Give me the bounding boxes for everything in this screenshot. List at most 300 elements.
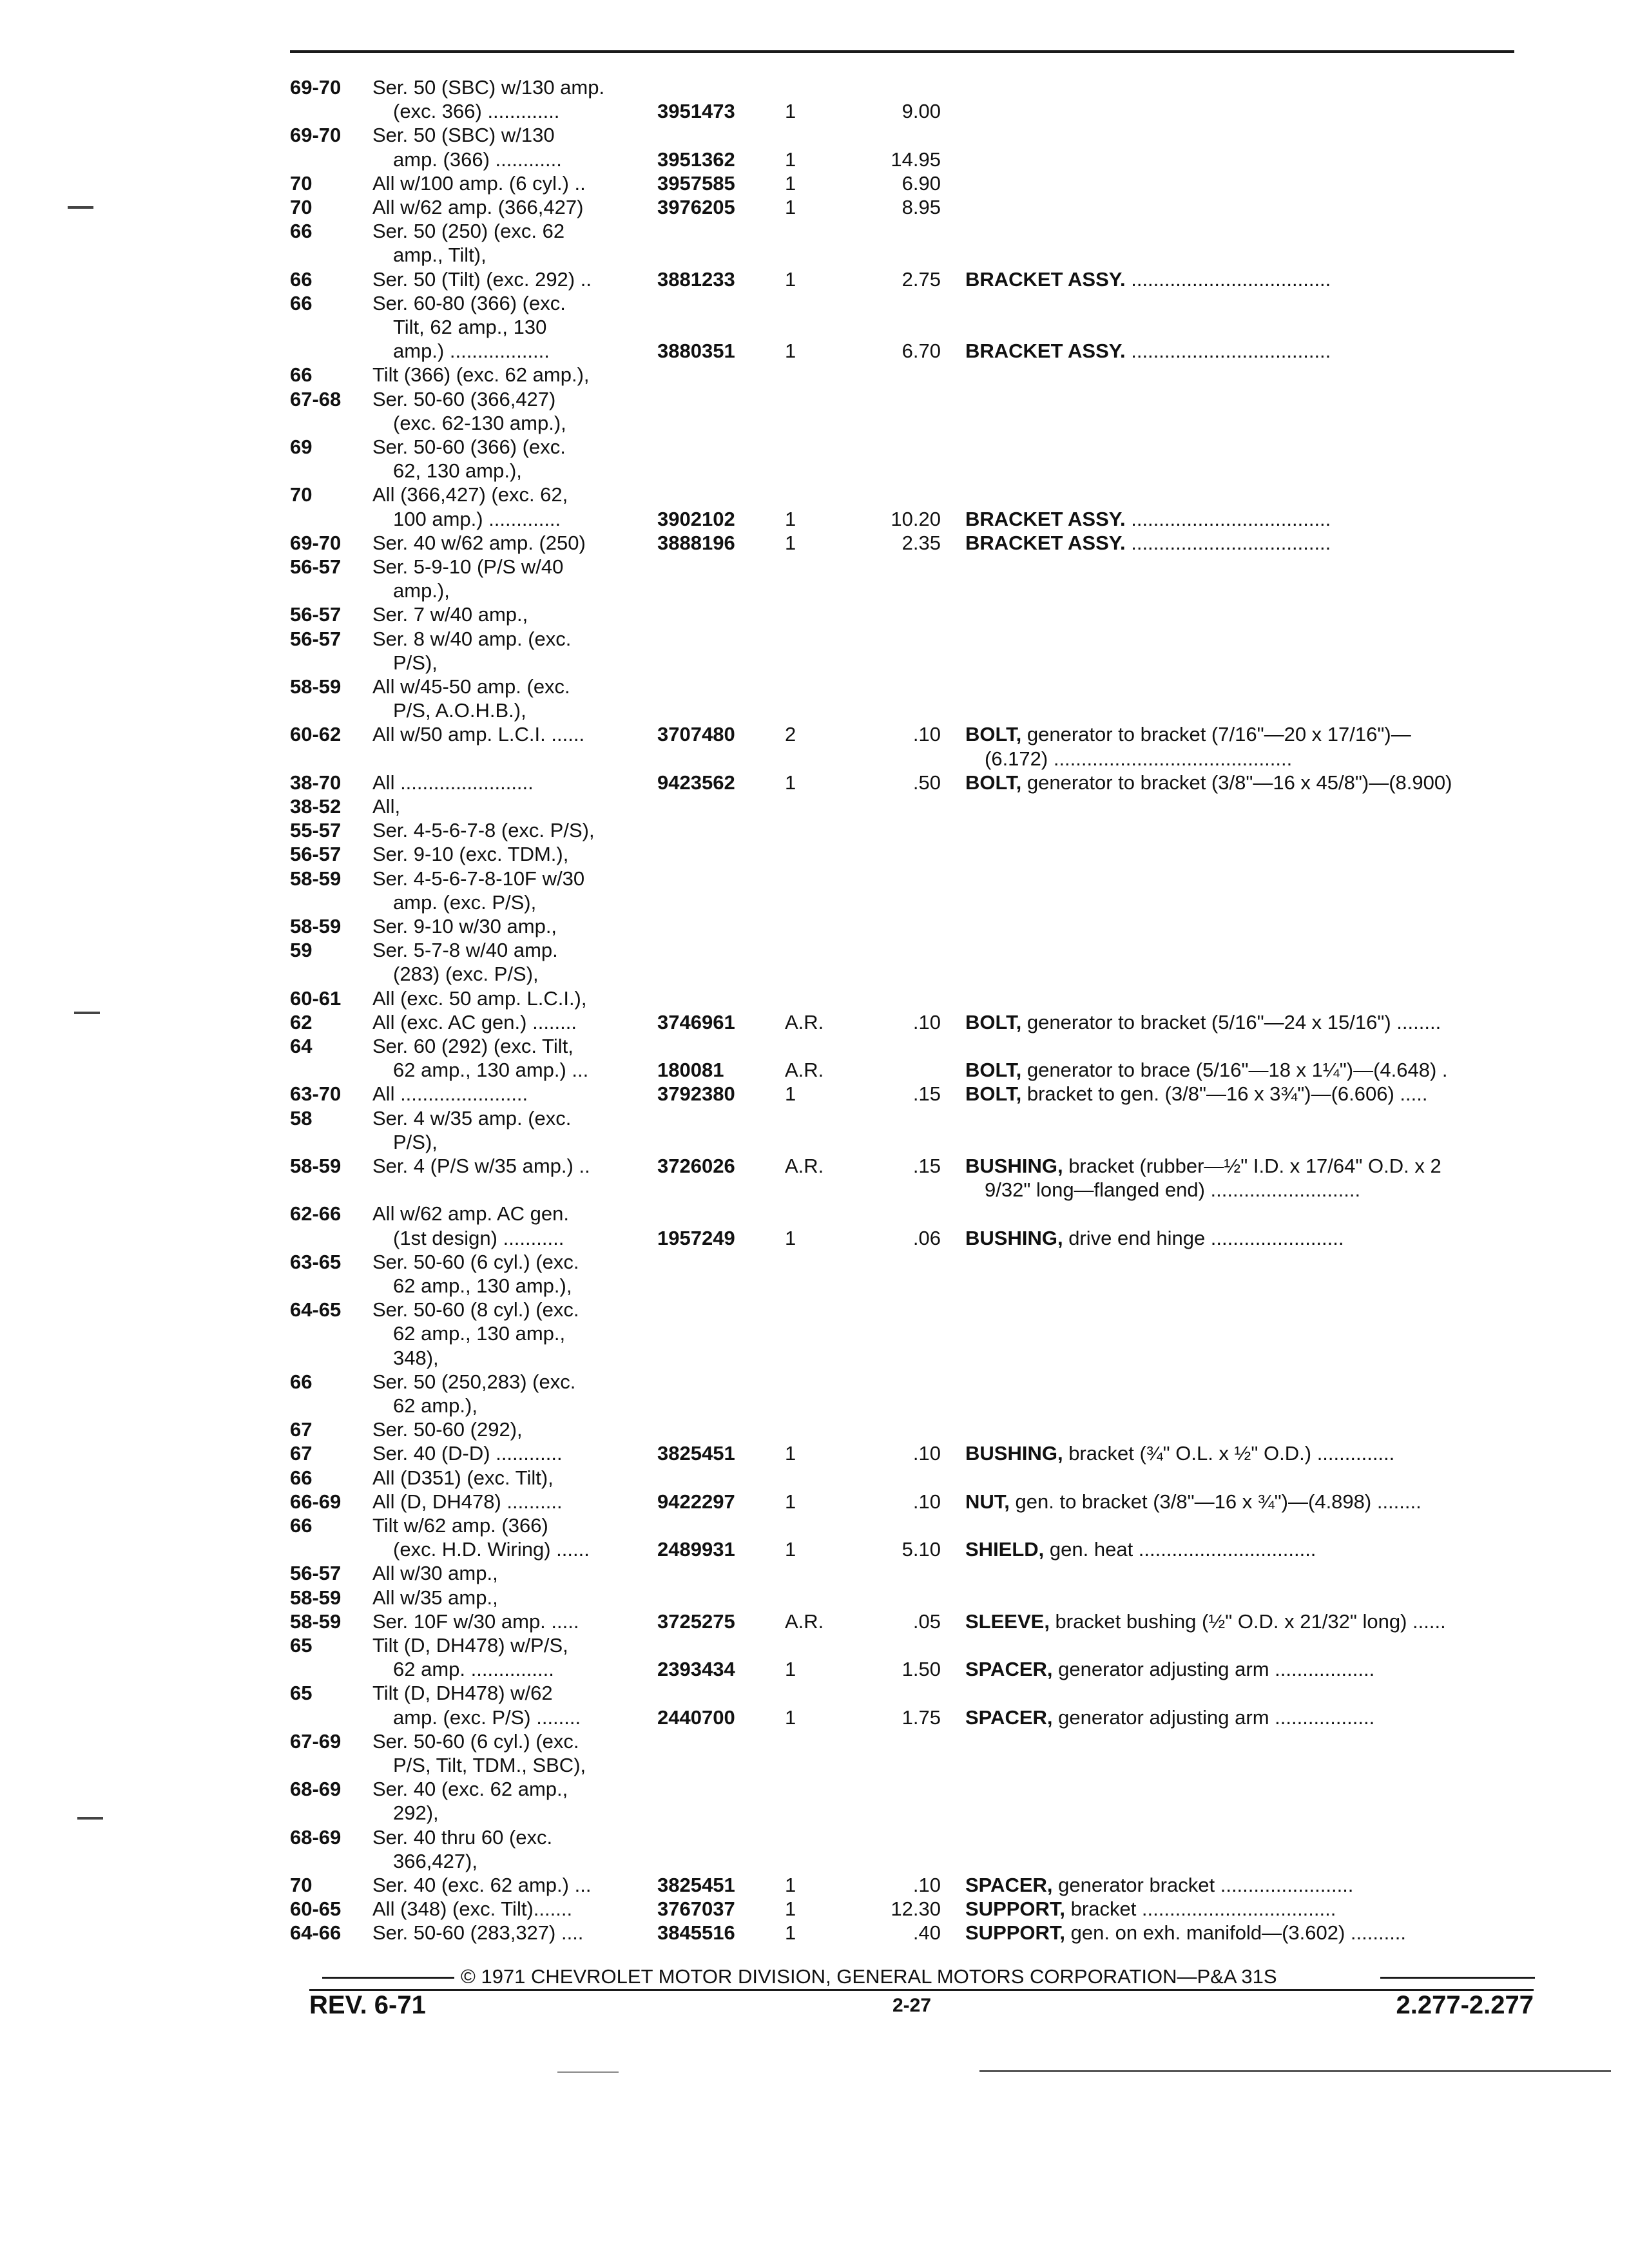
description-noun: SPACER, — [965, 1658, 1053, 1681]
table-row — [0, 1106, 1629, 1130]
description-noun: BRACKET ASSY. — [965, 267, 1126, 291]
year-cell: 65 — [290, 1682, 313, 1705]
year-cell: 70 — [290, 171, 313, 195]
price-cell: .10 — [912, 1490, 941, 1513]
table-row — [0, 1681, 1629, 1705]
table-row — [0, 1586, 1629, 1610]
application-cell: Ser. 50 (250) (exc. 62 — [372, 220, 565, 243]
quantity-cell: 1 — [785, 1442, 796, 1465]
application-cell: All (348) (exc. Tilt)....... — [372, 1898, 573, 1921]
part-number-cell: 3825451 — [657, 1874, 735, 1896]
page-number: 2-27 — [892, 1995, 932, 2016]
application-cell: Ser. 4-5-6-7-8 (exc. P/S), — [372, 819, 595, 842]
application-cell: Ser. 60-80 (366) (exc. — [372, 291, 566, 314]
application-cell: Ser. 7 w/40 amp., — [372, 603, 528, 626]
application-cell: Ser. 40 thru 60 (exc. — [372, 1825, 553, 1849]
table-row — [0, 555, 1629, 579]
year-cell: 66 — [290, 1370, 313, 1393]
year-cell: 66 — [290, 220, 313, 243]
description-cell — [965, 1490, 1519, 1514]
description-noun: BUSHING, — [965, 1442, 1063, 1465]
quantity-cell: 1 — [785, 267, 796, 291]
description-noun: SUPPORT, — [965, 1898, 1066, 1921]
description-cell — [985, 1178, 1539, 1202]
application-cell: P/S, Tilt, TDM., SBC), — [393, 1754, 586, 1776]
year-cell: 62 — [290, 1010, 313, 1033]
year-cell: 66 — [290, 1514, 313, 1537]
application-cell: Ser. 4 w/35 amp. (exc. — [372, 1106, 572, 1129]
application-cell: Ser. 5-7-8 w/40 amp. — [372, 939, 558, 962]
application-cell: Ser. 50-60 (292), — [372, 1418, 523, 1441]
description-cell — [985, 747, 1539, 771]
table-row — [0, 722, 1629, 746]
part-number-cell: 2440700 — [657, 1706, 735, 1729]
quantity-cell: 1 — [785, 1898, 796, 1921]
application-cell: Tilt (366) (exc. 62 amp.), — [372, 363, 590, 387]
table-row — [0, 363, 1629, 387]
description-noun: NUT, — [965, 1490, 1010, 1513]
application-cell: P/S), — [393, 651, 438, 674]
table-row — [0, 1441, 1629, 1465]
quantity-cell: 1 — [785, 1706, 796, 1729]
year-cell: 58-59 — [290, 915, 342, 937]
table-row — [0, 1490, 1629, 1514]
part-number-cell: 3881233 — [657, 267, 735, 291]
description-noun: BRACKET ASSY. — [965, 340, 1126, 363]
description-noun: SPACER, — [965, 1874, 1053, 1896]
description-text: generator bracket ........................ — [1052, 1874, 1354, 1896]
quantity-cell: 1 — [785, 771, 796, 794]
application-cell: Ser. 50-60 (6 cyl.) (exc. — [372, 1250, 579, 1273]
application-cell: 100 amp.) ............. — [393, 507, 561, 530]
description-text: bracket to gen. (3/8"—16 x 3¾")—(6.606) ..... — [1021, 1082, 1428, 1106]
year-cell: 64 — [290, 1035, 313, 1057]
table-row — [0, 1082, 1629, 1106]
year-cell: 66 — [290, 291, 313, 314]
table-row — [0, 1753, 1629, 1777]
application-cell: 292), — [393, 1802, 439, 1825]
table-row — [0, 842, 1629, 866]
year-cell: 60-61 — [290, 986, 342, 1010]
part-number-cell: 3725275 — [657, 1610, 735, 1633]
quantity-cell: 1 — [785, 1921, 796, 1945]
table-row — [0, 938, 1629, 962]
year-cell: 63-70 — [290, 1082, 342, 1106]
application-cell: All, — [372, 795, 401, 818]
part-number-cell: 3746961 — [657, 1010, 735, 1033]
table-row — [0, 1466, 1629, 1490]
description-text: .................................... — [1125, 340, 1331, 363]
year-cell: 70 — [290, 1874, 313, 1896]
table-row — [0, 339, 1629, 363]
application-cell: All (D, DH478) .......... — [372, 1490, 563, 1513]
application-cell: All ....................... — [372, 1082, 528, 1106]
table-row — [0, 1394, 1629, 1418]
description-noun: BOLT, — [965, 1059, 1022, 1082]
description-text: gen. heat ................................ — [1044, 1538, 1316, 1561]
description-cell — [965, 507, 1519, 531]
table-row — [0, 771, 1629, 794]
year-cell: 59 — [290, 939, 313, 962]
table-row — [0, 531, 1629, 555]
year-cell: 64-66 — [290, 1921, 342, 1945]
quantity-cell: 2 — [785, 723, 796, 746]
description-text: 9/32" long—flanged end) ........................... — [985, 1178, 1361, 1202]
application-cell: Tilt (D, DH478) w/62 — [372, 1682, 553, 1705]
description-cell — [965, 1706, 1519, 1729]
year-cell: 63-65 — [290, 1250, 342, 1273]
quantity-cell: 1 — [785, 1658, 796, 1681]
description-text: generator to bracket (5/16"—24 x 15/16") ........ — [1021, 1010, 1441, 1033]
quantity-cell: 1 — [785, 148, 796, 171]
year-cell: 67-69 — [290, 1729, 342, 1753]
application-cell: 62, 130 amp.), — [393, 459, 522, 483]
description-noun: BUSHING, — [965, 1226, 1063, 1249]
description-text: gen. on exh. manifold—(3.602) .......... — [1065, 1921, 1407, 1945]
table-row — [0, 1849, 1629, 1873]
application-cell: Ser. 40 (D-D) ............ — [372, 1442, 563, 1465]
application-cell: Ser. 9-10 w/30 amp., — [372, 915, 557, 937]
application-cell: 62 amp., 130 amp.), — [393, 1274, 572, 1297]
quantity-cell: A.R. — [785, 1059, 824, 1082]
application-cell: 62 amp.), — [393, 1394, 477, 1417]
description-cell — [965, 531, 1519, 555]
table-row — [0, 1034, 1629, 1058]
application-cell: amp.) .................. — [393, 340, 550, 363]
description-noun: SLEEVE, — [965, 1610, 1050, 1633]
quantity-cell: A.R. — [785, 1610, 824, 1633]
application-cell: Ser. 50 (Tilt) (exc. 292) .. — [372, 267, 592, 291]
table-row — [0, 1370, 1629, 1394]
table-row — [0, 1610, 1629, 1633]
part-number-cell: 9423562 — [657, 771, 735, 794]
description-text: bracket bushing (½" O.D. x 21/32" long) ...... — [1049, 1610, 1446, 1633]
application-cell: Ser. 50 (250,283) (exc. — [372, 1370, 576, 1393]
application-cell: Tilt (D, DH478) w/P/S, — [372, 1634, 568, 1657]
application-cell: 62 amp., 130 amp.) ... — [393, 1059, 589, 1082]
price-cell: 2.35 — [901, 531, 941, 554]
application-cell: (1st design) ........... — [393, 1226, 564, 1249]
application-cell: amp. (exc. P/S) ........ — [393, 1706, 581, 1729]
description-noun: BOLT, — [965, 723, 1022, 746]
description-cell — [965, 1154, 1519, 1178]
footer-rule-lower — [309, 1989, 1534, 1991]
table-row — [0, 291, 1629, 315]
description-noun: BRACKET ASSY. — [965, 531, 1126, 554]
description-cell — [965, 339, 1519, 363]
application-cell: All w/62 amp. (366,427) — [372, 196, 584, 218]
table-row — [0, 1058, 1629, 1082]
year-cell: 58-59 — [290, 1610, 342, 1633]
price-cell: 2.75 — [901, 267, 941, 291]
description-cell — [965, 1058, 1519, 1082]
table-row — [0, 747, 1629, 771]
description-cell — [965, 1921, 1519, 1945]
part-number-cell: 3726026 — [657, 1155, 735, 1177]
description-text: generator to brace (5/16"—18 x 1¼")—(4.648) . — [1021, 1059, 1448, 1082]
description-noun: BOLT, — [965, 1082, 1022, 1106]
year-cell: 62-66 — [290, 1202, 342, 1225]
year-cell: 66 — [290, 267, 313, 291]
table-row — [0, 794, 1629, 818]
description-cell — [965, 1537, 1519, 1561]
part-number-cell: 2393434 — [657, 1658, 735, 1681]
price-cell: .10 — [912, 723, 941, 746]
table-row — [0, 579, 1629, 602]
description-cell — [965, 1657, 1519, 1681]
table-row — [0, 1418, 1629, 1441]
table-row — [0, 602, 1629, 626]
table-row — [0, 1633, 1629, 1657]
table-row — [0, 267, 1629, 291]
price-cell: 5.10 — [901, 1538, 941, 1561]
revision-label: REV. 6-71 — [309, 1991, 426, 2019]
part-number-cell: 3951362 — [657, 148, 735, 171]
year-cell: 66-69 — [290, 1490, 342, 1513]
quantity-cell: 1 — [785, 1226, 796, 1249]
year-cell: 69-70 — [290, 531, 342, 554]
application-cell: All w/62 amp. AC gen. — [372, 1202, 569, 1225]
price-cell: 6.70 — [901, 340, 941, 363]
table-row — [0, 1777, 1629, 1801]
application-cell: amp., Tilt), — [393, 244, 487, 267]
description-noun: SPACER, — [965, 1706, 1053, 1729]
year-cell: 56-57 — [290, 627, 342, 650]
price-cell: 10.20 — [891, 507, 941, 530]
application-cell: All w/30 amp., — [372, 1562, 498, 1585]
year-cell: 60-62 — [290, 723, 342, 746]
application-cell: (exc. 366) ............. — [393, 100, 560, 123]
table-row — [0, 1202, 1629, 1225]
table-row — [0, 651, 1629, 675]
application-cell: amp. (exc. P/S), — [393, 890, 537, 914]
application-cell: 62 amp., 130 amp., — [393, 1322, 566, 1345]
table-row — [0, 675, 1629, 698]
description-text: drive end hinge ........................ — [1063, 1226, 1344, 1249]
description-noun: SUPPORT, — [965, 1921, 1066, 1945]
part-number-cell: 3825451 — [657, 1442, 735, 1465]
table-row — [0, 1825, 1629, 1849]
application-cell: Ser. 50-60 (366,427) — [372, 387, 556, 410]
price-cell: 1.50 — [901, 1658, 941, 1681]
year-cell: 58-59 — [290, 867, 342, 890]
application-cell: Ser. 10F w/30 amp. ..... — [372, 1610, 579, 1633]
application-cell: P/S), — [393, 1130, 438, 1153]
part-number-cell: 180081 — [657, 1059, 724, 1082]
table-row — [0, 818, 1629, 842]
table-row — [0, 1298, 1629, 1321]
description-noun: SHIELD, — [965, 1538, 1045, 1561]
application-cell: Tilt w/62 amp. (366) — [372, 1514, 548, 1537]
year-cell: 64-65 — [290, 1298, 342, 1321]
quantity-cell: A.R. — [785, 1010, 824, 1033]
quantity-cell: 1 — [785, 340, 796, 363]
price-cell: .06 — [912, 1226, 941, 1249]
table-row — [0, 1801, 1629, 1825]
table-row — [0, 890, 1629, 914]
table-row — [0, 507, 1629, 531]
description-text: .................................... — [1125, 267, 1331, 291]
application-cell: amp. (366) ............ — [393, 148, 562, 171]
application-cell: Ser. 4 (P/S w/35 amp.) .. — [372, 1155, 590, 1177]
application-cell: Ser. 4-5-6-7-8-10F w/30 — [372, 867, 585, 890]
part-number-cell: 3792380 — [657, 1082, 735, 1106]
application-cell: (exc. H.D. Wiring) ...... — [393, 1538, 590, 1561]
application-cell: All (366,427) (exc. 62, — [372, 483, 568, 506]
application-cell: All w/50 amp. L.C.I. ...... — [372, 723, 585, 746]
price-cell: 6.90 — [901, 171, 941, 195]
description-noun: BOLT, — [965, 1010, 1022, 1033]
description-text: generator to bracket (3/8"—16 x 45/8")—(8.900) — [1021, 771, 1452, 794]
description-noun: BRACKET ASSY. — [965, 507, 1126, 530]
description-text: bracket (rubber—½" I.D. x 17/64" O.D. x 2 — [1063, 1155, 1441, 1177]
year-cell: 58-59 — [290, 1586, 342, 1609]
application-cell: Ser. 5-9-10 (P/S w/40 — [372, 555, 564, 578]
application-cell: Ser. 50-60 (283,327) .... — [372, 1921, 584, 1945]
year-cell: 38-70 — [290, 771, 342, 794]
description-text: generator adjusting arm .................. — [1052, 1706, 1375, 1729]
part-number-cell: 3951473 — [657, 100, 735, 123]
year-cell: 69-70 — [290, 124, 342, 147]
application-cell: Tilt, 62 amp., 130 — [393, 316, 547, 338]
quantity-cell: 1 — [785, 531, 796, 554]
year-cell: 67-68 — [290, 387, 342, 410]
year-cell: 60-65 — [290, 1898, 342, 1921]
year-cell: 66 — [290, 363, 313, 387]
description-noun: BUSHING, — [965, 1155, 1063, 1177]
price-cell: .10 — [912, 1442, 941, 1465]
table-row — [0, 483, 1629, 506]
year-cell: 58 — [290, 1106, 313, 1129]
application-cell: All ........................ — [372, 771, 534, 794]
application-cell: (283) (exc. P/S), — [393, 963, 539, 986]
application-cell: 62 amp. ............... — [393, 1658, 554, 1681]
year-cell: 55-57 — [290, 819, 342, 842]
table-row — [0, 1321, 1629, 1345]
description-text: generator to bracket (7/16"—20 x 17/16")— — [1021, 723, 1411, 746]
table-row — [0, 1130, 1629, 1154]
scan-edge-line — [979, 2070, 1611, 2072]
application-cell: All (exc. 50 amp. L.C.I.), — [372, 986, 587, 1010]
application-cell: Ser. 8 w/40 amp. (exc. — [372, 627, 572, 650]
footer-rule-left — [322, 1977, 454, 1979]
description-text: .................................... — [1125, 507, 1331, 530]
year-cell: 70 — [290, 196, 313, 218]
table-row — [0, 1250, 1629, 1274]
application-cell: All (D351) (exc. Tilt), — [372, 1466, 554, 1489]
year-cell: 58-59 — [290, 1155, 342, 1177]
part-number-cell: 9422297 — [657, 1490, 735, 1513]
application-cell: All w/100 amp. (6 cyl.) .. — [372, 171, 586, 195]
quantity-cell: 1 — [785, 1082, 796, 1106]
description-cell — [965, 1873, 1519, 1897]
price-cell: 12.30 — [891, 1898, 941, 1921]
description-cell — [965, 267, 1519, 291]
table-row — [0, 123, 1629, 147]
table-row — [0, 219, 1629, 243]
description-text: gen. to bracket (3/8"—16 x ¾")—(4.898) ........ — [1009, 1490, 1422, 1513]
table-row — [0, 75, 1629, 99]
table-row — [0, 962, 1629, 986]
application-cell: P/S, A.O.H.B.), — [393, 699, 526, 722]
description-cell — [965, 1226, 1519, 1250]
part-number-cell: 3888196 — [657, 531, 735, 554]
part-number-cell: 3976205 — [657, 196, 735, 218]
price-cell: .10 — [912, 1010, 941, 1033]
year-cell: 56-57 — [290, 1562, 342, 1585]
year-cell: 70 — [290, 483, 313, 506]
table-row — [0, 1514, 1629, 1537]
year-cell: 56-57 — [290, 603, 342, 626]
price-cell: .40 — [912, 1921, 941, 1945]
quantity-cell: 1 — [785, 507, 796, 530]
year-cell: 68-69 — [290, 1778, 342, 1801]
year-cell: 56-57 — [290, 843, 342, 866]
description-cell — [965, 1010, 1519, 1034]
quantity-cell: 1 — [785, 1490, 796, 1513]
table-row — [0, 387, 1629, 411]
year-cell: 67 — [290, 1418, 313, 1441]
description-text: bracket (¾" O.L. x ½" O.D.) .............. — [1063, 1442, 1395, 1465]
application-cell: All w/45-50 amp. (exc. — [372, 675, 570, 698]
price-cell: .05 — [912, 1610, 941, 1633]
year-cell: 58-59 — [290, 675, 342, 698]
table-row — [0, 1010, 1629, 1034]
table-row — [0, 627, 1629, 651]
table-row — [0, 1178, 1629, 1202]
scan-edge-line — [557, 2071, 619, 2073]
price-cell: 8.95 — [901, 196, 941, 218]
application-cell: All (exc. AC gen.) ........ — [372, 1010, 577, 1033]
table-row — [0, 1657, 1629, 1681]
year-cell: 69-70 — [290, 76, 342, 99]
application-cell: All w/35 amp., — [372, 1586, 498, 1609]
price-cell: 9.00 — [901, 100, 941, 123]
part-number-cell: 1957249 — [657, 1226, 735, 1249]
application-cell: Ser. 9-10 (exc. TDM.), — [372, 843, 569, 866]
table-row — [0, 459, 1629, 483]
quantity-cell: 1 — [785, 196, 796, 218]
application-cell: Ser. 50 (SBC) w/130 — [372, 124, 555, 147]
copyright-line: © 1971 CHEVROLET MOTOR DIVISION, GENERAL MOTORS CORPORATION—P&A 31S — [461, 1965, 1277, 1988]
description-noun: BOLT, — [965, 771, 1022, 794]
year-cell: 38-52 — [290, 795, 342, 818]
year-cell: 65 — [290, 1634, 313, 1657]
description-cell — [965, 1082, 1519, 1106]
year-cell: 68-69 — [290, 1825, 342, 1849]
table-row — [0, 986, 1629, 1010]
table-row — [0, 1346, 1629, 1370]
application-cell: (exc. 62-130 amp.), — [393, 411, 566, 434]
part-number-cell: 3707480 — [657, 723, 735, 746]
quantity-cell: A.R. — [785, 1155, 824, 1177]
table-row — [0, 1274, 1629, 1298]
description-cell — [965, 1897, 1519, 1921]
application-cell: Ser. 50-60 (366) (exc. — [372, 436, 566, 458]
part-number-cell: 3880351 — [657, 340, 735, 363]
table-row — [0, 1897, 1629, 1921]
table-row — [0, 148, 1629, 171]
quantity-cell: 1 — [785, 1874, 796, 1896]
year-cell: 66 — [290, 1466, 313, 1489]
part-number-cell: 3902102 — [657, 507, 735, 530]
description-cell — [965, 1610, 1519, 1633]
table-row — [0, 914, 1629, 938]
table-row — [0, 171, 1629, 195]
part-number-cell: 3957585 — [657, 171, 735, 195]
table-row — [0, 435, 1629, 459]
description-text: (6.172) ........................................... — [985, 747, 1293, 770]
